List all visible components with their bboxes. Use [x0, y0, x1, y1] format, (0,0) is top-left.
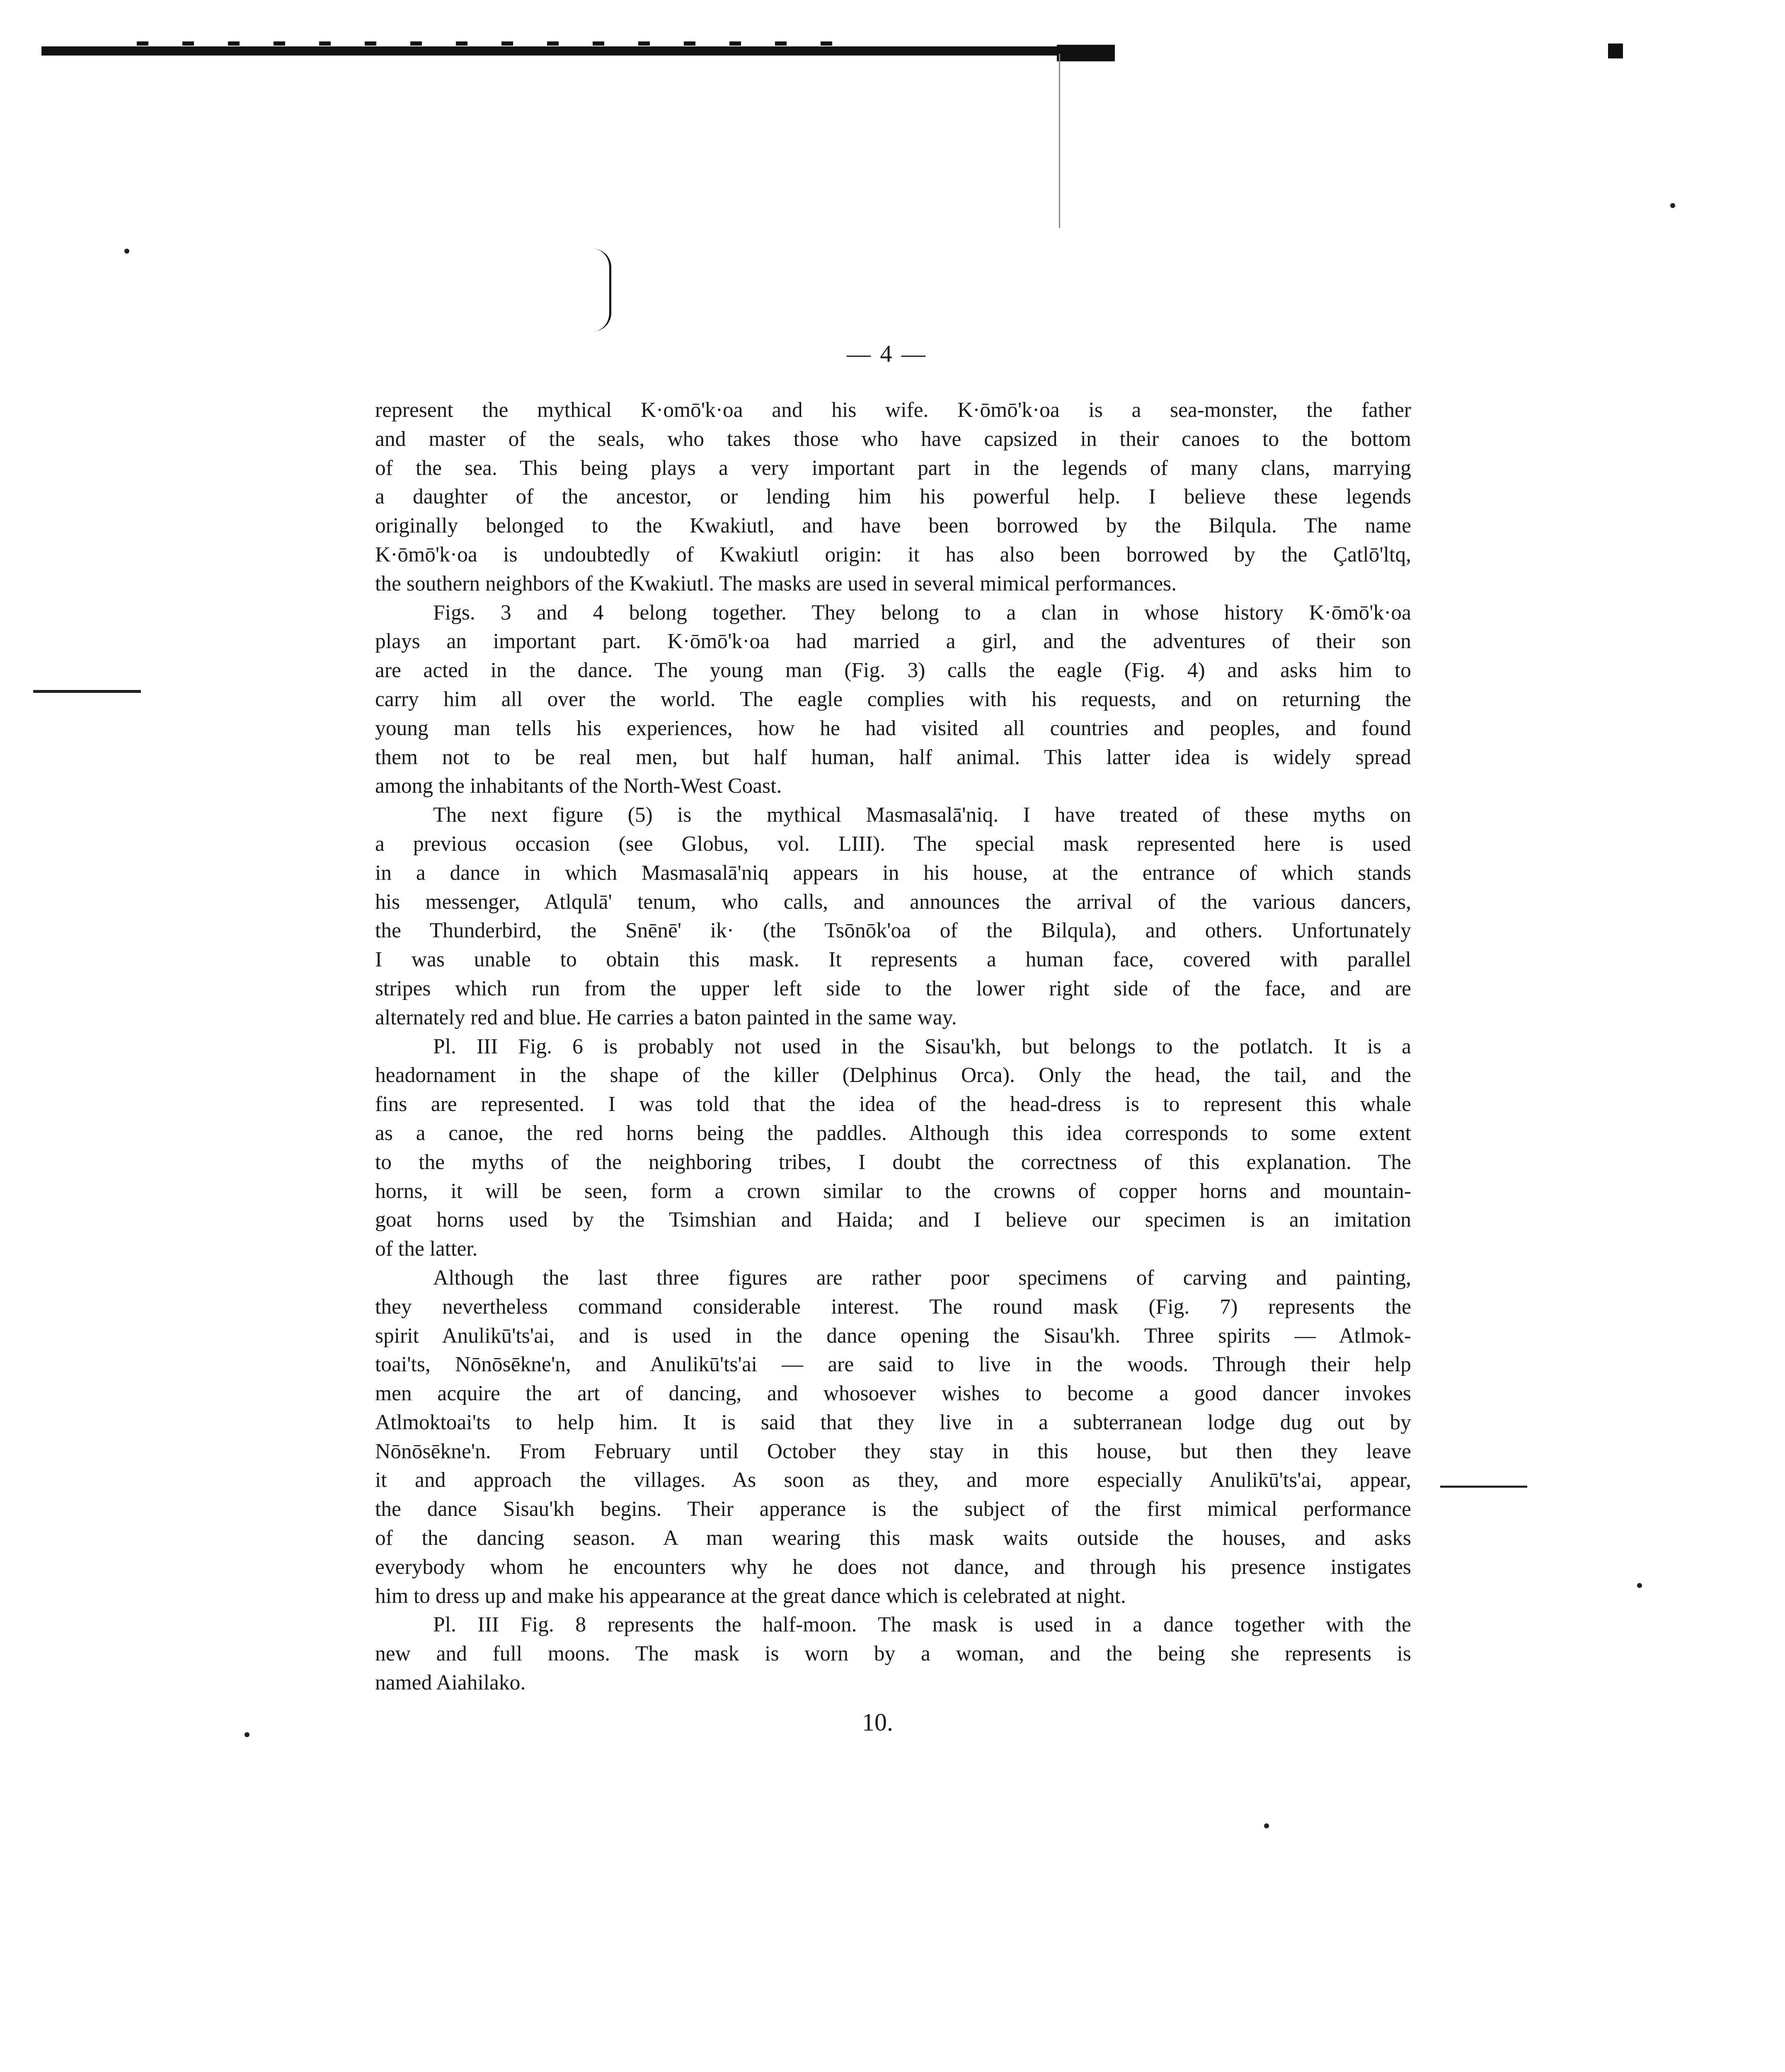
bracket-mark — [593, 249, 611, 332]
margin-strike-left — [33, 690, 141, 693]
speck — [1637, 1583, 1642, 1588]
text-line: the Thunderbird, the Snēnē' ik· (the Tsōnōk'oa of the Bilqula), and others. Unfortunately — [375, 919, 1411, 943]
fold-line — [1059, 54, 1060, 228]
text-line: them not to be real men, but half human, half animal. This latter idea is widely spread — [375, 745, 1411, 769]
text-line: him to dress up and make his appearance at the great dance which is celebrated at night. — [375, 1584, 1126, 1608]
text-line: named Aiahilako. — [375, 1671, 526, 1695]
text-line: spirit Anulikū'ts'ai, and is used in the dance opening the Sisau'kh. Three spirits — Atlmok- — [375, 1324, 1411, 1348]
text-line: it and approach the villages. As soon as they, and more especially Anulikū'ts'ai, appear, — [375, 1468, 1411, 1492]
text-line: to the myths of the neighboring tribes, I doubt the correctness of this explanation. The — [375, 1150, 1411, 1174]
text-line: Although the last three figures are rather poor specimens of carving and painting, — [433, 1266, 1411, 1290]
text-line: originally belonged to the Kwakiutl, and have been borrowed by the Bilqula. The name — [375, 514, 1411, 538]
text-line: of the sea. This being plays a very important part in the legends of many clans, marrying — [375, 456, 1411, 480]
text-line: Pl. III Fig. 6 is probably not used in the Sisau'kh, but belongs to the potlatch. It is a — [433, 1034, 1411, 1058]
text-line: represent the mythical K·omō'k·oa and his wife. K·ōmō'k·oa is a sea-monster, the father — [375, 398, 1411, 422]
top-rule — [41, 46, 1111, 56]
speck — [245, 1732, 249, 1737]
text-line: headornament in the shape of the killer (Delphinus Orca). Only the head, the tail, and the — [375, 1063, 1411, 1087]
top-rule-end-mark — [1057, 45, 1115, 61]
text-line: are acted in the dance. The young man (Fig. 3) calls the eagle (Fig. 4) and asks him to — [375, 658, 1411, 683]
text-line: Pl. III Fig. 8 represents the half-moon. The mask is used in a dance together with the — [433, 1613, 1411, 1637]
text-line: K·ōmō'k·oa is undoubtedly of Kwakiutl origin: it has also been borrowed by the Çatlō'ltq, — [375, 542, 1411, 566]
text-line: of the dancing season. A man wearing this mask waits outside the houses, and asks — [375, 1526, 1411, 1550]
text-line: Atlmoktoai'ts to help him. It is said that they live in a subterranean lodge dug out by — [375, 1410, 1411, 1434]
text-line: Figs. 3 and 4 belong together. They belong to a clan in whose history K·ōmō'k·oa — [433, 600, 1411, 625]
text-line: toai'ts, Nōnōsēkne'n, and Anulikū'ts'ai — are said to live in the woods. Through their help — [375, 1353, 1411, 1377]
text-line: The next figure (5) is the mythical Masmasalā'niq. I have treated of these myths on — [433, 803, 1411, 827]
text-line: of the latter. — [375, 1237, 478, 1261]
text-line: a daughter of the ancestor, or lending him his powerful help. I believe these legends — [375, 485, 1411, 509]
text-line: stripes which run from the upper left side to the lower right side of the face, and are — [375, 976, 1411, 1000]
text-line: I was unable to obtain this mask. It represents a human face, covered with parallel — [375, 948, 1411, 972]
page-number: — 4 — — [847, 340, 927, 367]
text-line: young man tells his experiences, how he had visited all countries and peoples, and found — [375, 716, 1411, 740]
text-line: and master of the seals, who takes those who have capsized in their canoes to the bottom — [375, 427, 1411, 451]
margin-strike-right — [1440, 1486, 1527, 1488]
text-line: his messenger, Atlqulā' tenum, who calls, and announces the arrival of the various dancers, — [375, 890, 1411, 914]
body-text — [375, 396, 1411, 1697]
text-line: a previous occasion (see Globus, vol. LIII). The special mask represented here is used — [375, 832, 1411, 856]
text-line: the southern neighbors of the Kwakiutl. The masks are used in several mimical performances. — [375, 571, 1177, 595]
text-line: goat horns used by the Tsimshian and Haida; and I believe our specimen is an imitation — [375, 1208, 1411, 1232]
top-dashed-rule — [137, 41, 841, 46]
speck — [1670, 203, 1675, 208]
text-line: new and full moons. The mask is worn by a woman, and the being she represents is — [375, 1642, 1411, 1666]
text-line: carry him all over the world. The eagle complies with his requests, and on returning the — [375, 687, 1411, 711]
text-line: in a dance in which Masmasalā'niq appears in his house, at the entrance of which stands — [375, 861, 1411, 885]
speck — [124, 249, 129, 254]
text-line: alternately red and blue. He carries a baton painted in the same way. — [375, 1005, 957, 1029]
text-line: as a canoe, the red horns being the paddles. Although this idea corresponds to some extent — [375, 1121, 1411, 1145]
text-line: Nōnōsēkne'n. From February until October they stay in this house, but then they leave — [375, 1439, 1411, 1463]
sheet-number: 10. — [862, 1709, 893, 1736]
text-line: among the inhabitants of the North-West Coast. — [375, 774, 782, 798]
corner-mark — [1608, 44, 1623, 58]
text-line: everybody whom he encounters why he does not dance, and through his presence instigates — [375, 1555, 1411, 1579]
text-line: men acquire the art of dancing, and whosoever wishes to become a good dancer invokes — [375, 1382, 1411, 1406]
text-line: the dance Sisau'kh begins. Their apperance is the subject of the first mimical performance — [375, 1497, 1411, 1521]
text-line: they nevertheless command considerable interest. The round mask (Fig. 7) represents the — [375, 1295, 1411, 1319]
speck — [1264, 1823, 1269, 1828]
text-line: plays an important part. K·ōmō'k·oa had married a girl, and the adventures of their son — [375, 629, 1411, 654]
text-line: horns, it will be seen, form a crown similar to the crowns of copper horns and mountain- — [375, 1179, 1411, 1203]
text-line: fins are represented. I was told that the idea of the head-dress is to represent this whale — [375, 1092, 1411, 1116]
